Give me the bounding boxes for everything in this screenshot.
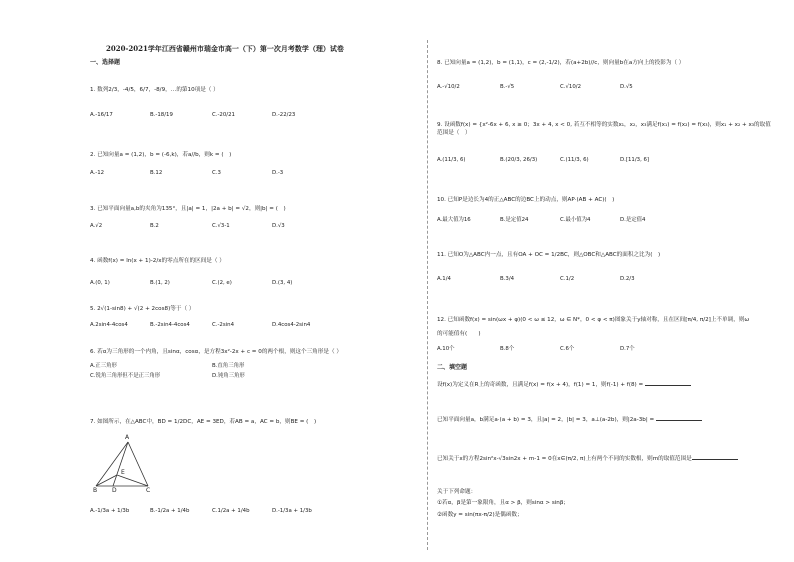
question-12-option-a: A.10个 xyxy=(437,346,455,352)
fill-3 xyxy=(437,454,738,464)
question-11-option-c: C.1/2 xyxy=(560,276,575,282)
question-10-option-a: A.最大值为16 xyxy=(437,217,471,223)
question-12-stem-line2: 的可能值有( ) xyxy=(437,331,481,337)
question-2-option-a: A.-12 xyxy=(90,170,105,176)
question-4-option-c: C.(2, e) xyxy=(212,280,232,286)
fill-4-intro: 关于下列命题： xyxy=(437,489,477,495)
side-ac xyxy=(128,442,148,486)
fill-1-text: 设f(x)为定义在R上的奇函数，且满足f(x) = f(x + 4)，f(1) = 1，则f(-1) + f(8) = xyxy=(437,382,645,388)
question-7-option-a: A.-1/3a + 1/3b xyxy=(90,508,130,514)
question-8-option-d: D.√5 xyxy=(620,84,633,90)
question-3-stem: 3. 已知平面向量a,b的夹角为135°，且|a| = 1，|2a + b| = √2，则|b| = ( ) xyxy=(90,206,286,212)
question-12-option-b: B.8个 xyxy=(500,346,515,352)
fill-3-text: 已知关于x的方程2sin²x-√3sin2x + m-1 = 0在x∈(π/2, π)上有两个不同的实数根，则m的取值范围是 xyxy=(437,456,692,462)
fill-2-text: 已知平面向量a，b满足a·(a + b) = 3，且|a| = 2，|b| = 3，a⊥(a-2b)，则|2a-3b| = xyxy=(437,417,656,423)
section-heading: 二、填空题 xyxy=(437,364,468,371)
question-11-option-b: B.3/4 xyxy=(500,276,515,282)
question-8-stem: 8. 已知向量a = (1,2)，b = (1,1)，c = (2,-1/2)，若(a+2b)//c，则向量b在a方向上的投影为（ ） xyxy=(437,60,685,66)
section-heading: 一、选择题 xyxy=(90,59,121,66)
question-3-option-c: C.√3-1 xyxy=(212,223,230,229)
question-5-option-a: A.2sin4-4cos4 xyxy=(90,322,128,328)
question-10-stem: 10. 已知P是边长为4的正△ABC的边BC上的动点，则AP·(AB + AC)( ) xyxy=(437,197,615,203)
fill-1 xyxy=(437,380,691,390)
question-1-option-b: B.-18/19 xyxy=(150,112,173,118)
question-5-option-b: B.-2sin4-4cos4 xyxy=(150,322,190,328)
question-6-option-c: C.锐角三角形但不是正三角形 xyxy=(90,373,161,379)
question-2-option-c: C.3 xyxy=(212,170,221,176)
question-1-option-c: C.-20/21 xyxy=(212,112,235,118)
question-10-option-d: D.是定值4 xyxy=(620,217,646,223)
question-11-option-a: A.1/4 xyxy=(437,276,451,282)
point-b-label: B xyxy=(93,487,98,494)
question-1-option-d: D.-22/23 xyxy=(272,112,296,118)
question-4-stem: 4. 函数f(x) = ln(x + 1)-2/x的零点所在的区间是（ ） xyxy=(90,258,225,264)
question-9-option-c: C.(11/3, 6) xyxy=(560,157,589,163)
question-1-option-a: A.-16/17 xyxy=(90,112,113,118)
answer-blank[interactable] xyxy=(656,415,702,421)
question-9-option-a: A.(11/3, 6) xyxy=(437,157,466,163)
question-5-stem: 5. 2√(1-sin8) + √(2 + 2cos8)等于（ ） xyxy=(90,306,195,312)
page-title: 2020-2021学年江西省赣州市瑞金市高一（下）第一次月考数学（理）试卷 xyxy=(106,44,344,53)
question-4-option-b: B.(1, 2) xyxy=(150,280,170,286)
question-8-option-b: B.-√5 xyxy=(500,84,515,90)
fill-4-item-2: ②函数y = sin(πx-π/2)是偶函数； xyxy=(437,512,523,518)
question-7-option-b: B.-1/2a + 1/4b xyxy=(150,508,190,514)
question-2-option-b: B.12 xyxy=(150,170,163,176)
question-3-option-b: B.2 xyxy=(150,223,159,229)
question-9-stem: 9. 设函数f(x) = {x²-6x + 6, x ≥ 0；3x + 4, x < 0, 若互不相等的实数x₁，x₂，x₃满足f(x₁) = f(x₂) = f(x₃)，则x₁ + x₂ + x₃的取值范围是（ ） xyxy=(437,122,771,136)
question-2-option-d: D.-3 xyxy=(272,170,284,176)
question-10-option-c: C.最小值为4 xyxy=(560,217,591,223)
question-2-stem: 2. 已知向量a = (1,2)，b = (-6,k)，若a//b，则k = ( ) xyxy=(90,152,232,158)
question-8-option-a: A.-√10/2 xyxy=(437,84,460,90)
point-e-label: E xyxy=(121,469,125,476)
fill-4-item-1: ①若α，β是第一象限角，且α > β，则sinα > sinβ； xyxy=(437,500,570,506)
question-12-option-d: D.7个 xyxy=(620,346,635,352)
question-9-option-d: D.[11/3, 6] xyxy=(620,157,650,163)
question-7-option-c: C.1/2a + 1/4b xyxy=(212,508,250,514)
question-5-option-c: C.-2sin4 xyxy=(212,322,235,328)
question-11-stem: 11. 已知O为△ABC内一点，且有OA + OC = 1/2BC，则△OBC和△ABC的面积之比为( ) xyxy=(437,252,661,258)
column-divider xyxy=(427,40,428,550)
question-4-option-a: A.(0, 1) xyxy=(90,280,110,286)
question-1-stem: 1. 数列2/3，-4/5，6/7，-8/9，…的第10项是（ ） xyxy=(90,87,219,93)
question-9-option-b: B.(20/3, 26/3) xyxy=(500,157,538,163)
question-8-option-c: C.√10/2 xyxy=(560,84,582,90)
answer-blank[interactable] xyxy=(645,380,691,386)
question-6-stem: 6. 若α为三角形的一个内角，且sinα，cosα，是方程3x²-2x + c = 0的两个根，则这个三角形是（ ） xyxy=(90,349,342,355)
point-c-label: C xyxy=(146,487,151,494)
question-3-option-d: D.√3 xyxy=(272,223,285,229)
question-6-option-b: B.直角三角形 xyxy=(212,363,245,369)
question-6-option-a: A.正三角形 xyxy=(90,363,117,369)
question-5-option-d: D.4cos4-2sin4 xyxy=(272,322,311,328)
point-d-label: D xyxy=(112,487,117,494)
question-3-option-a: A.√2 xyxy=(90,223,103,229)
question-10-option-b: B.是定值24 xyxy=(500,217,529,223)
point-a-label: A xyxy=(125,434,130,441)
question-4-option-d: D.(3, 4) xyxy=(272,280,293,286)
answer-blank[interactable] xyxy=(692,454,738,460)
question-11-option-d: D.2/3 xyxy=(620,276,635,282)
question-12-option-c: C.6个 xyxy=(560,346,575,352)
question-12-stem: 12. 已知函数f(x) = sin(ωx + φ)(0 < ω ≤ 12，ω ∈ N*，0 < φ < π)图象关于y轴对称，且在区间[π/4, π/2]上不单调，则ω xyxy=(437,317,750,323)
question-7-option-d: D.-1/3a + 1/3b xyxy=(272,508,312,514)
side-ab xyxy=(96,442,128,486)
question-6-option-d: D.钝角三角形 xyxy=(212,373,245,379)
segment-ad xyxy=(113,442,128,486)
question-7-stem: 7. 如图所示，在△ABC中，BD = 1/2DC，AE = 3ED，若AB = a，AC = b，则BE = ( ) xyxy=(90,419,317,425)
fill-2 xyxy=(437,415,702,425)
